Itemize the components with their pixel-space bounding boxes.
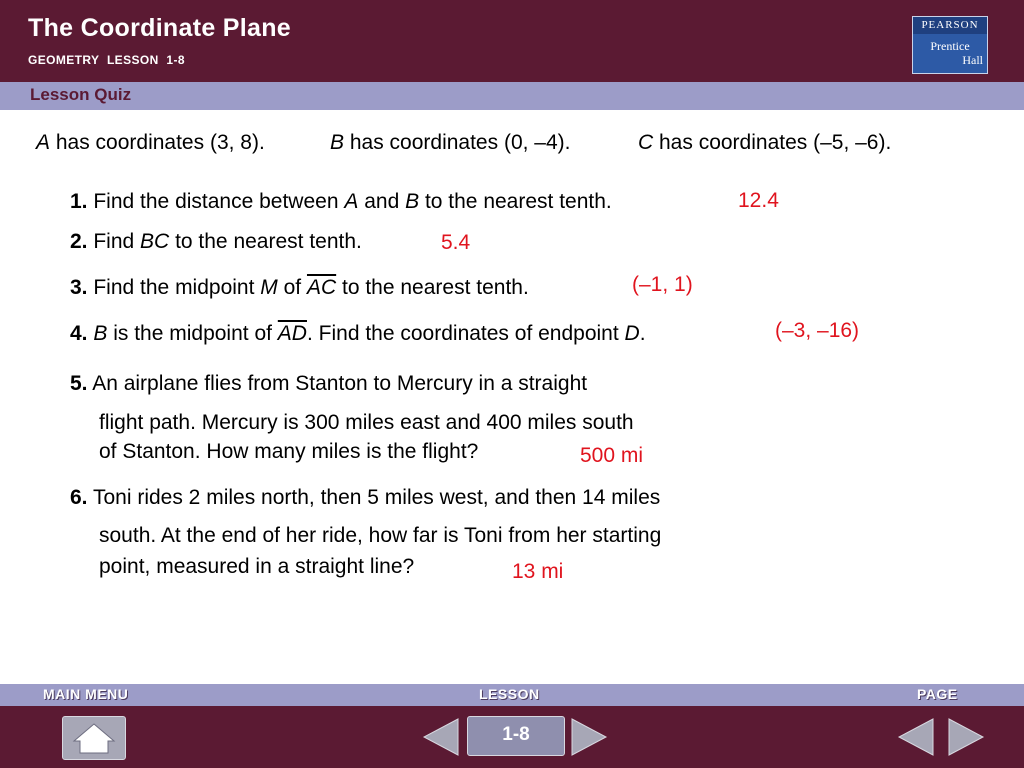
point-c-label: C	[638, 131, 654, 154]
next-lesson-arrow-icon[interactable]	[568, 716, 610, 758]
lesson-label: LESSON	[479, 686, 540, 702]
variable: BC	[140, 230, 170, 253]
next-page-arrow-icon[interactable]	[945, 716, 987, 758]
logo-hall-text: Hall	[962, 53, 983, 67]
answer-6: 13 mi	[512, 560, 564, 583]
point-b-label: B	[330, 131, 345, 154]
question-text: .	[639, 322, 646, 345]
question-text: Find the distance between	[87, 190, 345, 213]
variable: B	[405, 190, 420, 213]
question-2	[70, 230, 362, 254]
question-text: of	[277, 276, 307, 299]
coordinates-intro-c	[638, 131, 891, 155]
coordinates-intro-b	[330, 131, 570, 155]
segment-label: $\overline{AD}$	[277, 322, 307, 345]
question-number: 2.	[70, 230, 88, 253]
question-text: to the nearest tenth.	[169, 230, 362, 253]
question-text: Toni rides 2 miles north, then 5 miles west, and then 14 miles	[87, 486, 661, 509]
pearson-prentice-hall-logo	[912, 16, 988, 74]
main-menu-label: MAIN MENU	[43, 686, 129, 702]
question-number: 6.	[70, 486, 88, 509]
question-text: Find the midpoint	[87, 276, 261, 299]
previous-lesson-arrow-icon[interactable]	[420, 716, 462, 758]
variable: B	[93, 322, 108, 345]
section-label: Lesson Quiz	[30, 85, 132, 104]
answer-5: 500 mi	[580, 444, 644, 467]
point-c-text: has coordinates (–5, –6).	[653, 131, 892, 154]
variable: M	[260, 276, 278, 299]
question-6-line-2: south. At the end of her ride, how far is Toni from her starting	[99, 524, 662, 547]
page-label: PAGE	[917, 686, 958, 702]
variable: A	[344, 190, 359, 213]
previous-page-arrow-icon[interactable]	[895, 716, 937, 758]
answer-2: 5.4	[441, 231, 471, 254]
main-menu-button[interactable]	[62, 716, 126, 760]
point-b-text: has coordinates (0, –4).	[344, 131, 571, 154]
question-number: 5.	[70, 372, 88, 395]
question-5-line-3: of Stanton. How many miles is the flight?	[99, 440, 479, 463]
question-text: An airplane flies from Stanton to Mercury in a straight	[87, 372, 588, 395]
question-4	[70, 322, 646, 346]
segment-label: $\overline{AC}$	[306, 276, 337, 299]
lesson-number: 1-8	[502, 724, 530, 745]
question-6-line-3: point, measured in a straight line?	[99, 555, 415, 578]
question-5-line-2: flight path. Mercury is 300 miles east and 400 miles south	[99, 411, 634, 434]
question-text: to the nearest tenth.	[336, 276, 529, 299]
question-6-line-1	[70, 486, 660, 510]
question-1	[70, 190, 612, 214]
question-text: and	[358, 190, 406, 213]
logo-prentice-text: Prentice	[930, 39, 970, 53]
logo-pearson-text: PEARSON	[913, 17, 987, 34]
question-3	[70, 276, 529, 300]
question-text: Find	[87, 230, 141, 253]
point-a-label: A	[36, 131, 51, 154]
question-number: 3.	[70, 276, 88, 299]
lesson-number-button[interactable]	[467, 716, 565, 756]
answer-4: (–3, –16)	[775, 319, 860, 342]
variable: D	[624, 322, 640, 345]
answer-1: 12.4	[738, 189, 779, 212]
question-text: to the nearest tenth.	[419, 190, 612, 213]
page-title: The Coordinate Plane	[28, 14, 291, 42]
question-number: 1.	[70, 190, 88, 213]
question-text: is the midpoint of	[107, 322, 278, 345]
home-icon	[63, 717, 125, 759]
coordinates-intro	[36, 131, 265, 155]
point-a-text: has coordinates (3, 8).	[50, 131, 265, 154]
answer-3: (–1, 1)	[632, 273, 693, 296]
lesson-subtitle: GEOMETRY LESSON 1-8	[28, 53, 185, 67]
question-text: . Find the coordinates of endpoint	[306, 322, 625, 345]
section-band	[0, 82, 1024, 110]
question-number: 4.	[70, 322, 88, 345]
question-5-line-1	[70, 372, 587, 396]
